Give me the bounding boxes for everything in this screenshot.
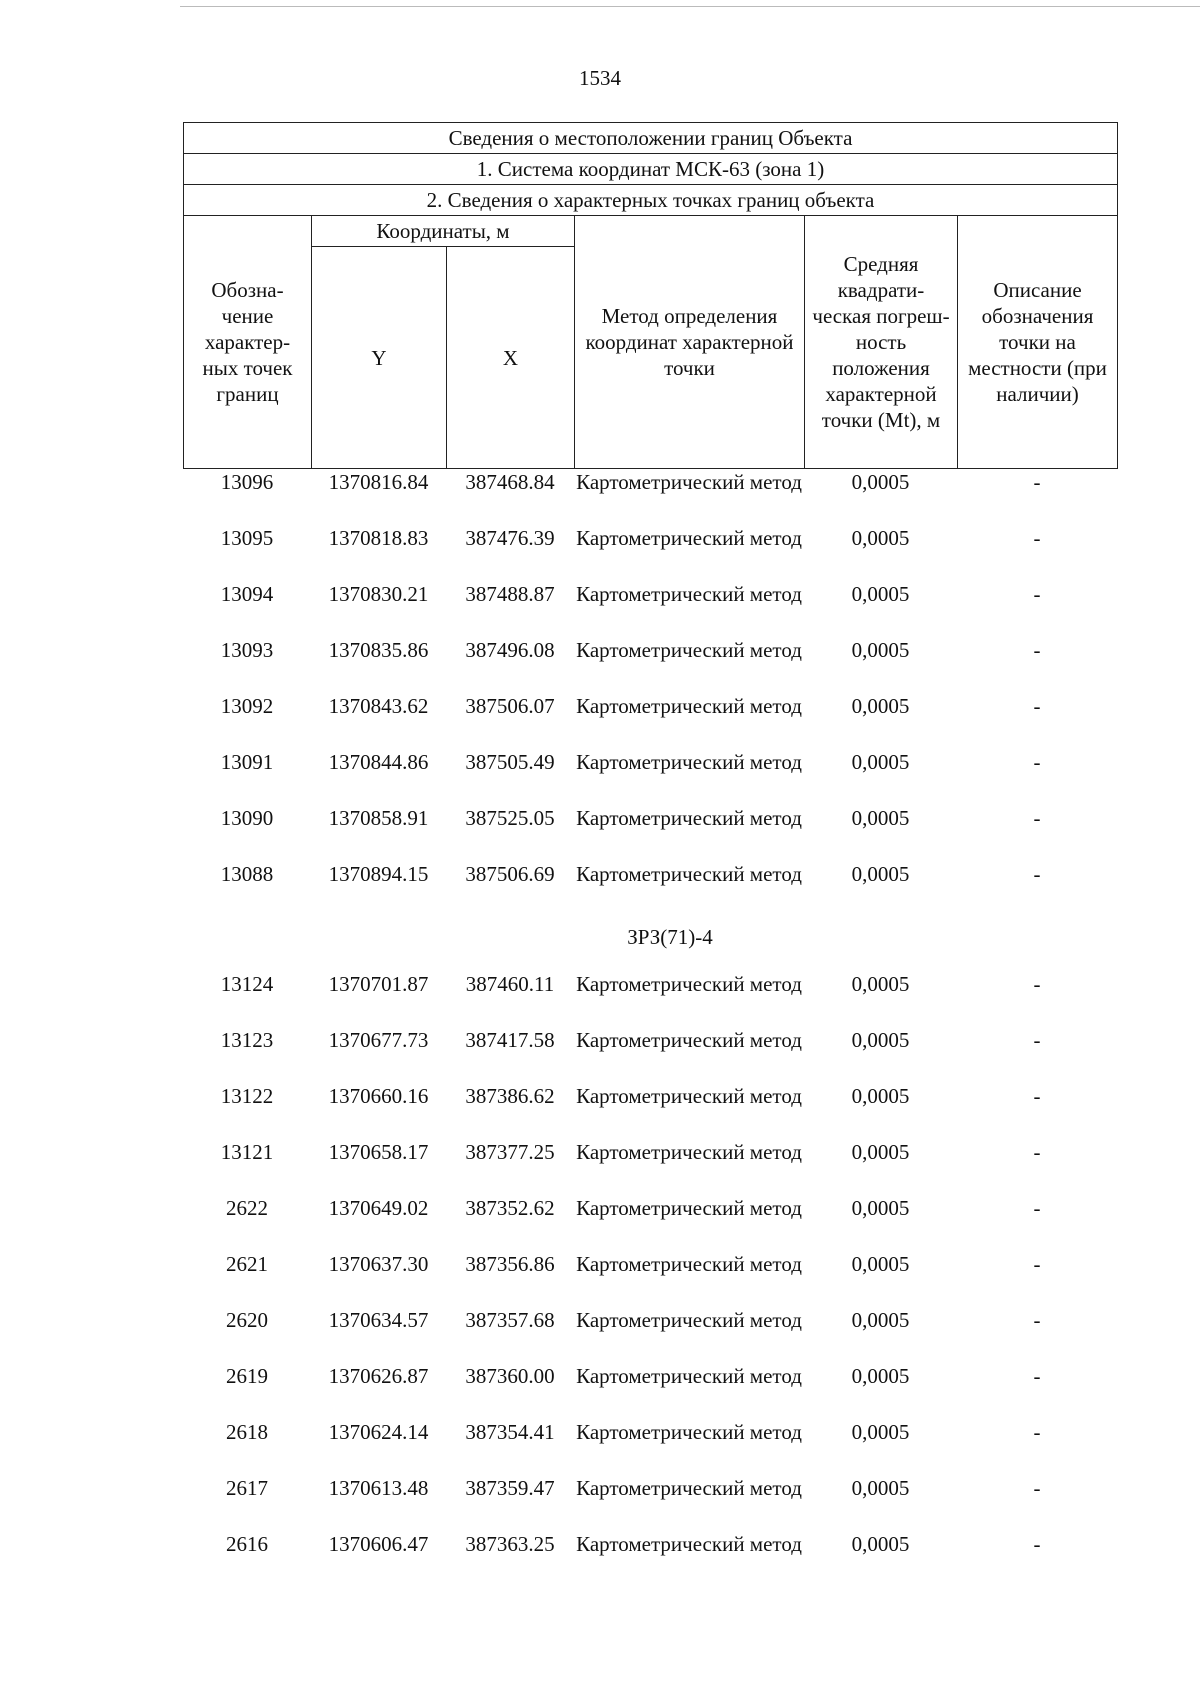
coord-y-cell: 1370634.57 <box>328 1308 429 1332</box>
point-id-cell: 13091 <box>220 750 274 774</box>
col-header-x: X <box>447 247 575 469</box>
point-id-cell: 2621 <box>226 1252 268 1276</box>
table-row <box>183 1419 1117 1475</box>
table-row <box>183 1531 1117 1587</box>
description-cell: - <box>1033 862 1041 886</box>
coord-y-cell: 1370626.87 <box>328 1364 429 1388</box>
coord-x-cell: 387356.86 <box>465 1252 555 1276</box>
coord-x-cell: 387363.25 <box>465 1532 555 1556</box>
table-row <box>183 861 1117 917</box>
error-cell: 0,0005 <box>851 1532 910 1556</box>
point-id-cell: 13092 <box>220 694 274 718</box>
coord-x-cell: 387417.58 <box>465 1028 555 1052</box>
error-cell: 0,0005 <box>851 862 910 886</box>
point-id-cell: 13093 <box>220 638 274 662</box>
error-cell: 0,0005 <box>851 638 910 662</box>
table-row <box>183 1083 1117 1139</box>
method-cell: Картометрический метод <box>576 694 802 718</box>
error-cell: 0,0005 <box>851 750 910 774</box>
description-cell: - <box>1033 582 1041 606</box>
coord-y-cell: 1370844.86 <box>328 750 429 774</box>
table-row <box>183 805 1117 861</box>
coord-y-cell: 1370843.62 <box>328 694 429 718</box>
scan-edge-line <box>180 6 1200 7</box>
method-cell: Картометрический метод <box>576 1420 802 1444</box>
description-cell: - <box>1033 638 1041 662</box>
error-cell: 0,0005 <box>851 1252 910 1276</box>
error-cell: 0,0005 <box>851 1140 910 1164</box>
error-cell: 0,0005 <box>851 1364 910 1388</box>
method-cell: Картометрический метод <box>576 1140 802 1164</box>
boundary-header-table <box>183 122 1118 469</box>
point-id-cell: 13096 <box>220 470 274 494</box>
method-cell: Картометрический метод <box>576 1196 802 1220</box>
coord-x-cell: 387488.87 <box>465 582 555 606</box>
description-cell: - <box>1033 806 1041 830</box>
coord-y-cell: 1370613.48 <box>328 1476 429 1500</box>
coord-x-cell: 387505.49 <box>465 750 555 774</box>
col-header-error: Средняя квадрати-ческая погреш-ность положения характерной точки (Mt), м <box>805 216 958 469</box>
method-cell: Картометрический метод <box>576 1028 802 1052</box>
coord-y-cell: 1370894.15 <box>328 862 429 886</box>
method-cell: Картометрический метод <box>576 582 802 606</box>
coord-y-cell: 1370835.86 <box>328 638 429 662</box>
table-row <box>183 1251 1117 1307</box>
description-cell: - <box>1033 470 1041 494</box>
point-id-cell: 13123 <box>220 1028 274 1052</box>
coord-x-cell: 387525.05 <box>465 806 555 830</box>
method-cell: Картометрический метод <box>576 972 802 996</box>
table-row <box>183 1475 1117 1531</box>
error-cell: 0,0005 <box>851 1476 910 1500</box>
description-cell: - <box>1033 694 1041 718</box>
method-cell: Картометрический метод <box>576 1364 802 1388</box>
coord-y-cell: 1370818.83 <box>328 526 429 550</box>
description-cell: - <box>1033 526 1041 550</box>
col-header-point-id: Обозна-чение характер-ных точек границ <box>184 216 312 469</box>
table-row <box>183 581 1117 637</box>
page-number: 1534 <box>579 66 621 90</box>
zone-section-row <box>183 917 1117 971</box>
method-cell: Картометрический метод <box>576 862 802 886</box>
coord-y-cell: 1370658.17 <box>328 1140 429 1164</box>
coord-x-cell: 387357.68 <box>465 1308 555 1332</box>
table-row <box>183 1139 1117 1195</box>
table-row <box>183 1307 1117 1363</box>
method-cell: Картометрический метод <box>576 1084 802 1108</box>
table-row <box>183 971 1117 1027</box>
point-id-cell: 13095 <box>220 526 274 550</box>
error-cell: 0,0005 <box>851 1084 910 1108</box>
point-id-cell: 2618 <box>226 1420 268 1444</box>
coord-y-cell: 1370624.14 <box>328 1420 429 1444</box>
coord-y-cell: 1370637.30 <box>328 1252 429 1276</box>
description-cell: - <box>1033 1196 1041 1220</box>
coord-x-cell: 387352.62 <box>465 1196 555 1220</box>
method-cell: Картометрический метод <box>576 638 802 662</box>
error-cell: 0,0005 <box>851 1308 910 1332</box>
coord-x-cell: 387359.47 <box>465 1476 555 1500</box>
error-cell: 0,0005 <box>851 1420 910 1444</box>
description-cell: - <box>1033 1364 1041 1388</box>
error-cell: 0,0005 <box>851 1196 910 1220</box>
description-cell: - <box>1033 1140 1041 1164</box>
coord-y-cell: 1370677.73 <box>328 1028 429 1052</box>
table-row <box>183 525 1117 581</box>
point-id-cell: 2620 <box>226 1308 268 1332</box>
coord-y-cell: 1370660.16 <box>328 1084 429 1108</box>
point-id-cell: 13088 <box>220 862 274 886</box>
description-cell: - <box>1033 750 1041 774</box>
col-header-y: Y <box>312 247 447 469</box>
point-id-cell: 13094 <box>220 582 274 606</box>
method-cell: Картометрический метод <box>576 806 802 830</box>
description-cell: - <box>1033 1308 1041 1332</box>
coord-y-cell: 1370816.84 <box>328 470 429 494</box>
point-id-cell: 2619 <box>226 1364 268 1388</box>
coord-x-cell: 387460.11 <box>465 972 555 996</box>
point-id-cell: 13090 <box>220 806 274 830</box>
coord-x-cell: 387506.69 <box>465 862 555 886</box>
method-cell: Картометрический метод <box>576 1532 802 1556</box>
description-cell: - <box>1033 1476 1041 1500</box>
error-cell: 0,0005 <box>851 526 910 550</box>
coord-y-cell: 1370649.02 <box>328 1196 429 1220</box>
table-row <box>183 1027 1117 1083</box>
method-cell: Картометрический метод <box>576 526 802 550</box>
col-header-method: Метод определения координат характерной точки <box>575 216 805 469</box>
coord-x-cell: 387386.62 <box>465 1084 555 1108</box>
coord-x-cell: 387476.39 <box>465 526 555 550</box>
coord-x-cell: 387506.07 <box>465 694 555 718</box>
coord-x-cell: 387354.41 <box>465 1420 555 1444</box>
coord-x-cell: 387377.25 <box>465 1140 555 1164</box>
header-title: Сведения о местоположении границ Объекта <box>184 123 1118 154</box>
coord-y-cell: 1370701.87 <box>328 972 429 996</box>
description-cell: - <box>1033 1420 1041 1444</box>
point-id-cell: 2617 <box>226 1476 268 1500</box>
method-cell: Картометрический метод <box>576 470 802 494</box>
description-cell: - <box>1033 1252 1041 1276</box>
error-cell: 0,0005 <box>851 806 910 830</box>
table-row <box>183 637 1117 693</box>
coordinate-system: 1. Система координат МСК-63 (зона 1) <box>184 154 1118 185</box>
error-cell: 0,0005 <box>851 582 910 606</box>
coord-x-cell: 387468.84 <box>465 470 555 494</box>
boundary-points-list <box>183 469 1117 1587</box>
coord-y-cell: 1370858.91 <box>328 806 429 830</box>
description-cell: - <box>1033 1532 1041 1556</box>
point-id-cell: 2616 <box>226 1532 268 1556</box>
error-cell: 0,0005 <box>851 694 910 718</box>
table-row <box>183 1363 1117 1419</box>
col-header-coordinates: Координаты, м <box>312 216 575 247</box>
point-id-cell: 13124 <box>220 972 274 996</box>
method-cell: Картометрический метод <box>576 750 802 774</box>
point-id-cell: 13122 <box>220 1084 274 1108</box>
coord-y-cell: 1370606.47 <box>328 1532 429 1556</box>
method-cell: Картометрический метод <box>576 1476 802 1500</box>
error-cell: 0,0005 <box>851 470 910 494</box>
description-cell: - <box>1033 1084 1041 1108</box>
point-id-cell: 13121 <box>220 1140 274 1164</box>
error-cell: 0,0005 <box>851 1028 910 1052</box>
coord-x-cell: 387360.00 <box>465 1364 555 1388</box>
error-cell: 0,0005 <box>851 972 910 996</box>
points-title: 2. Сведения о характерных точках границ объекта <box>184 185 1118 216</box>
method-cell: Картометрический метод <box>576 1252 802 1276</box>
description-cell: - <box>1033 1028 1041 1052</box>
table-row <box>183 1195 1117 1251</box>
table-row <box>183 749 1117 805</box>
coord-y-cell: 1370830.21 <box>328 582 429 606</box>
table-row <box>183 469 1117 525</box>
zone-section-label: ЗРЗ(71)-4 <box>627 925 713 949</box>
point-id-cell: 2622 <box>226 1196 268 1220</box>
col-header-description: Описание обозначения точки на местности (при наличии) <box>958 216 1118 469</box>
table-row <box>183 693 1117 749</box>
description-cell: - <box>1033 972 1041 996</box>
coord-x-cell: 387496.08 <box>465 638 555 662</box>
method-cell: Картометрический метод <box>576 1308 802 1332</box>
